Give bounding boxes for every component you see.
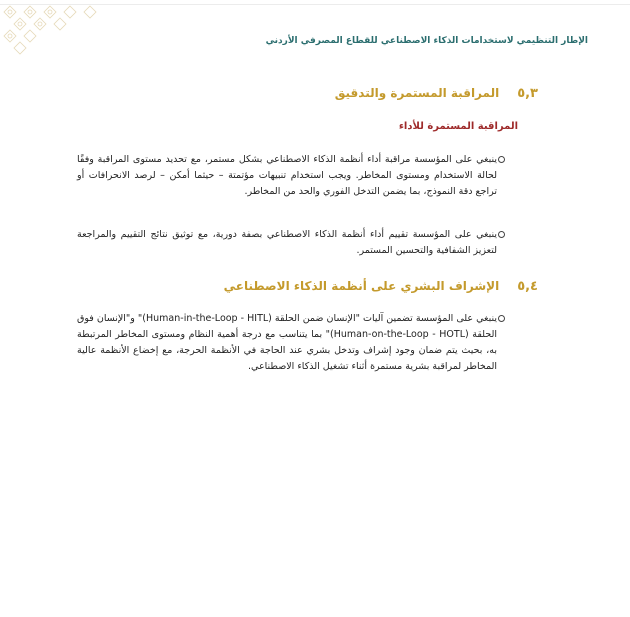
bullet-circle-icon [498,315,505,322]
section-number: ٥,٣ [517,86,538,101]
bullet-paragraph: ينبغي على المؤسسة مراقبة أداء أنظمة الذكاء الاصطناعي بشكل مستمر، مع تحديد مستوى المراقبة وفقًا لحالة الاستخدام ومستوى المخاطر. ويجب استخدام تنبيهات مؤتمتة – حيثما أمكن – لرصد الانحرافات أو تراجع دقة النموذج، بما يضمن التدخل الفوري والحد من المخاطر. [77,154,497,197]
section-number: ٥,٤ [517,279,538,294]
bullet-paragraph: ينبغي على المؤسسة تضمين آليات "الإنسان ضمن الحلقة (Human-in-the-Loop - HITL)" و"الإنسان فوق الحلقة (Human-on-the-Loop - HOTL)" بما يتناسب مع درجة أهمية النظام ومستوى المخاطر المرتبطة به، بحيث يتم ضمان وجود إشراف وتدخل بشري عند الحاجة في الأنظمة الحرجة، مع إخضاع الأنظمة عالية المخاطر لمراقبة بشرية مستمرة أثناء تشغيل الذكاء الاصطناعي. [77,313,497,372]
section-title: الإشراف البشري على أنظمة الذكاء الاصطناعي [223,279,500,293]
section-heading-5-3 [335,86,538,101]
islamic-pattern-ornament [0,0,100,60]
bullet-circle-icon [498,156,505,163]
document-header-title: الإطار التنظيمي لاستخدامات الذكاء الاصطناعي للقطاع المصرفي الأردني [265,36,588,46]
section-title: المراقبة المستمرة والتدقيق [334,86,500,100]
subsection-heading: المراقبة المستمرة للأداء [398,121,518,132]
bullet-paragraph: ينبغي على المؤسسة تقييم أداء أنظمة الذكاء الاصطناعي بصفة دورية، مع توثيق نتائج التقييم والمراجعة لتعزيز الشفافية والتحسين المستمر. [77,229,497,256]
bullet-circle-icon [498,231,505,238]
section-heading-5-4 [224,279,538,294]
